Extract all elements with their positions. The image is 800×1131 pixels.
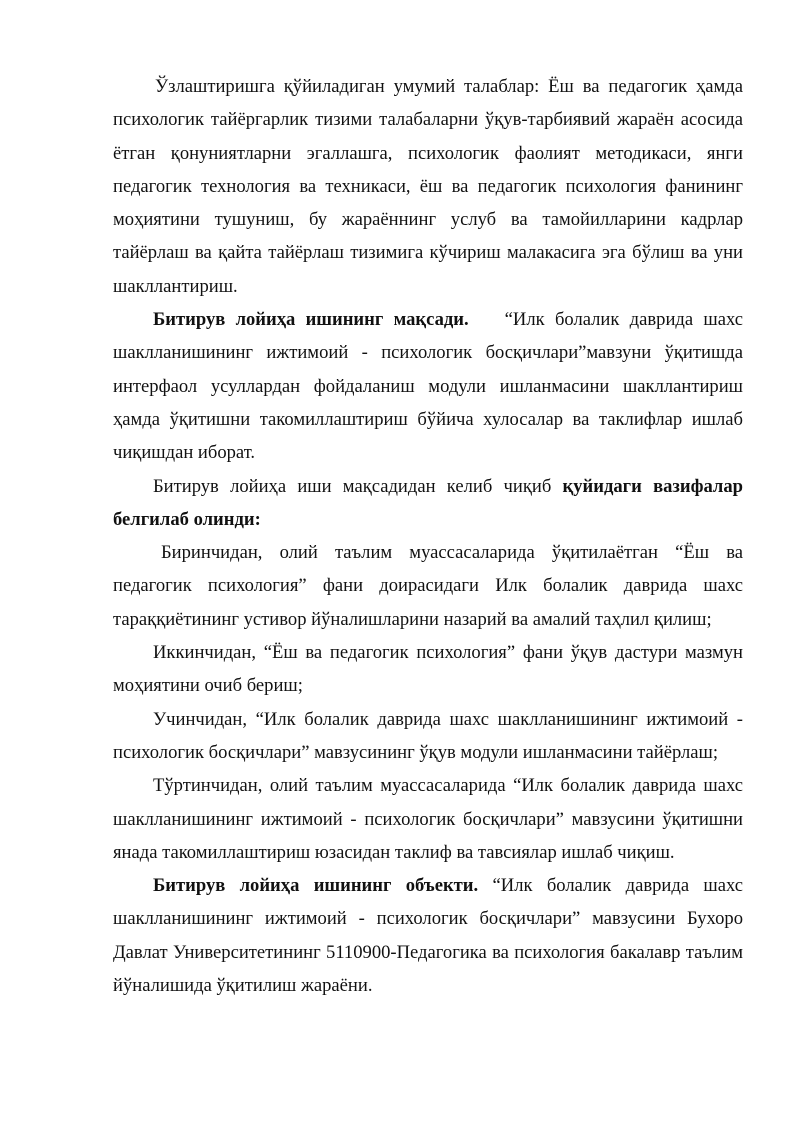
- paragraph-task-third: Учинчидан, “Илк болалик даврида шахс шаклланишининг ижтимоий - психологик босқичлари” мавзусининг ўқув модули ишланмасини тайёрлаш;: [113, 708, 743, 763]
- object-text: “Илк болалик даврида шахс шаклланишининг ижтимоий - психологик босқичлари” мавзусини Бухоро Давлат Университетининг 5110900-Педагогика ва психология бакалавр таълим йўналишида ўқитилиш жараёни.: [113, 875, 744, 997]
- object-heading: Битирув лойиҳа ишининг объекти.: [153, 875, 479, 897]
- paragraph-task-fourth: Тўртинчидан, олий таълим муассасаларида “Илк болалик даврида шахс шаклланишининг ижтимоий - психологик босқичлари” мавзусини ўқитишни янада такомиллаштириш юзасидан таклиф ва тавсиялар ишлаб чиқиш.: [113, 775, 743, 863]
- goal-text: “Илк болалик даврида шахс шаклланишининг ижтимоий - психологик босқичлари”мавзуни ўқитишда интерфаол усуллардан фойдаланиш модули ишланмасини шакллантириш ҳамда ўқитишни такомиллаштириш бўйича хулосалар ва таклифлар ишлаб чиқишдан иборат.: [113, 309, 743, 464]
- paragraph-task-first: Биринчидан, олий таълим муассасаларида ўқитилаётган “Ёш ва педагогик психология” фани доирасидаги Илк болалик даврида шахс тараққиётининг устивор йўналишларини назарий ва амалий таҳлил қилиш;: [113, 542, 743, 630]
- paragraph-task-second: Иккинчидан, “Ёш ва педагогик психология” фани ўқув дастури мазмун моҳиятини очиб бериш;: [113, 642, 743, 697]
- paragraph-goal: [113, 303, 743, 469]
- paragraph-tasks-intro: [113, 470, 743, 537]
- paragraph-object: [113, 869, 743, 1002]
- paragraph-requirements: Ўзлаштиришга қўйиладиган умумий талаблар: Ёш ва педагогик ҳамда психологик тайёргарлик тизими талабаларни ўқув-тарбиявий жараён асосида ётган қонуниятларни эгаллашга, психологик фаолият методикаси, янги педагогик технология ва техникаси, ёш ва педагогик психология фанининг моҳиятини тушуниш, бу жараённинг услуб ва тамойилларини кадрлар тайёрлаш ва қайта тайёрлаш тизимига кўчириш малакасига эга бўлиш ва уни шакллантириш.: [113, 76, 743, 297]
- tasks-heading: қуйидаги вазифалар белгилаб олинди:: [113, 475, 743, 530]
- tasks-intro-text: Битирув лойиҳа иши мақсадидан келиб чиқиб: [153, 475, 552, 497]
- goal-heading: Битирув лойиҳа ишининг мақсади.: [153, 309, 469, 331]
- document-page: [113, 70, 743, 1002]
